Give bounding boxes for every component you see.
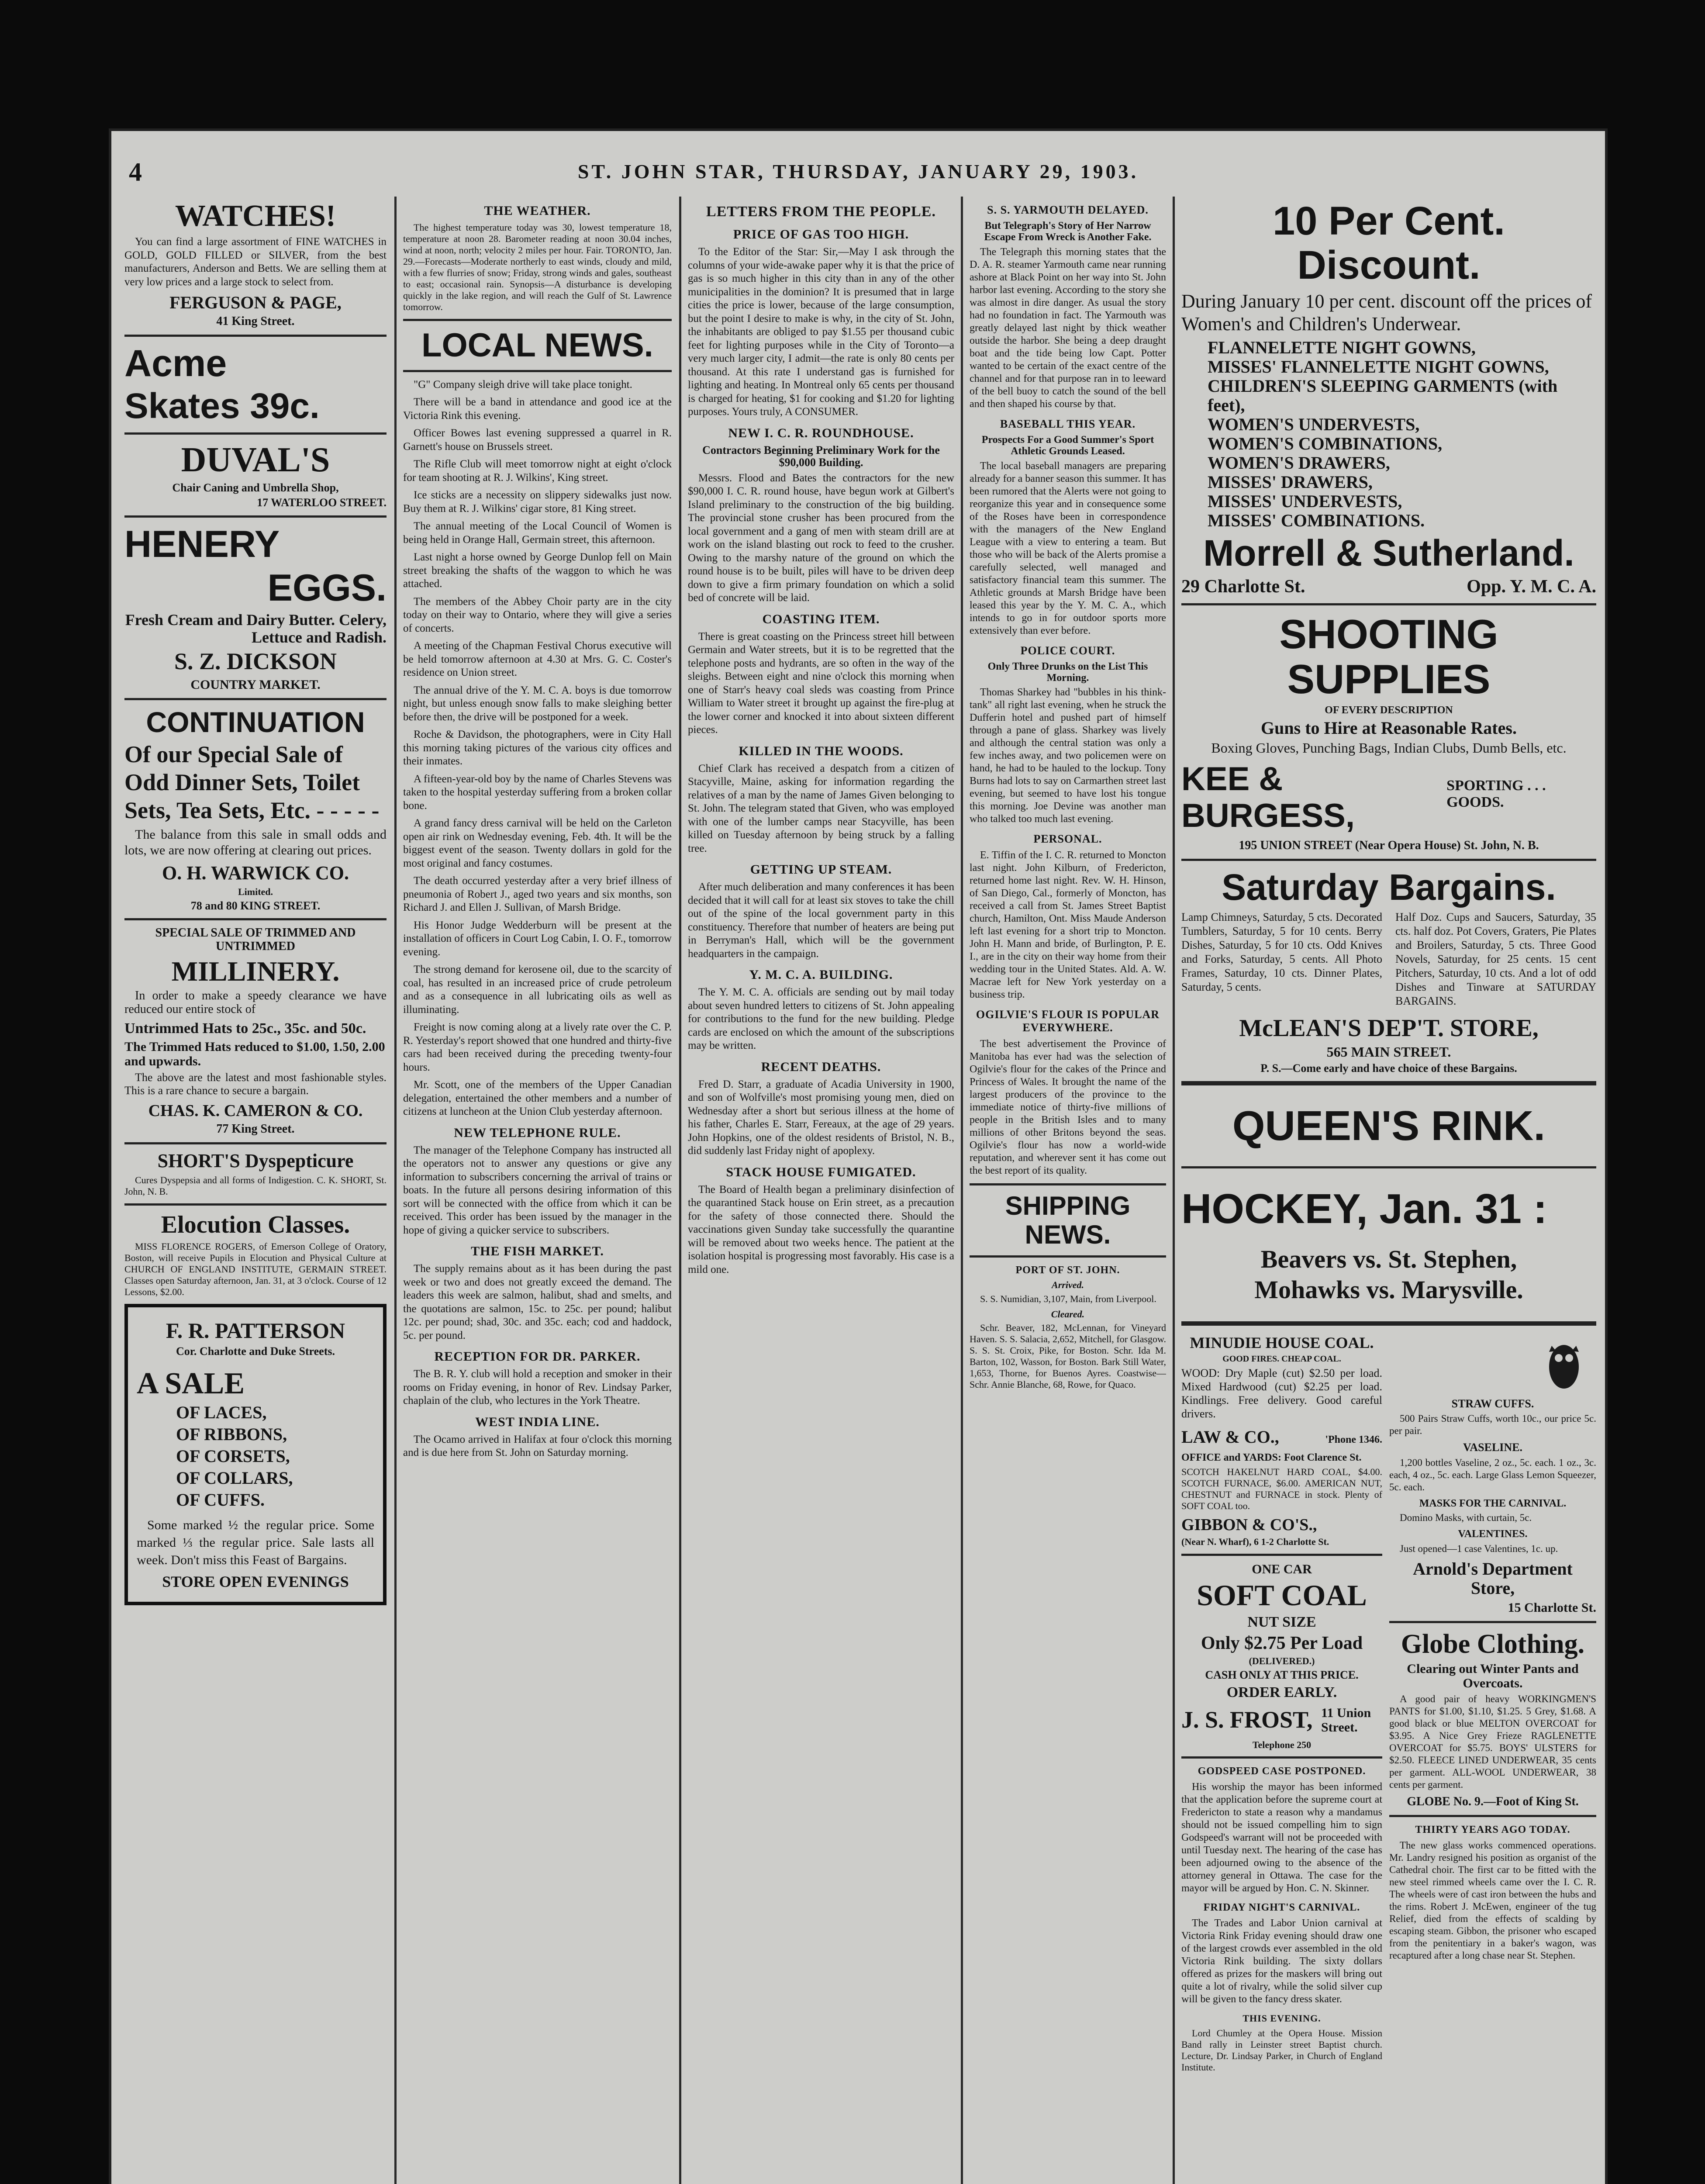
skates-price: Skates 39c.: [124, 386, 320, 426]
millinery-heading: MILLINERY.: [171, 955, 340, 987]
guns-line: Guns to Hire at Reasonable Rates.: [1261, 718, 1517, 738]
local-item: Freight is now coming along at a lively rate over the C. P. R. Yesterday's report showed that one hundred and thirty-five cars had been received during the preceding twenty-four hours.: [403, 1021, 672, 1073]
dickson-name: S. Z. DICKSON: [174, 648, 337, 675]
divider: [124, 335, 387, 337]
warwick-sub: Limited.: [238, 886, 273, 897]
baseball-heading: BASEBALL THIS YEAR.: [1000, 417, 1136, 430]
ferguson-name: FERGUSON & PAGE,: [169, 293, 342, 312]
column-rule: [1173, 197, 1175, 2184]
shipping-heading: SHIPPING NEWS.: [1005, 1191, 1131, 1250]
ogilvie-text: The best advertisement the Province of Manitoba has ever had was the selection of Ogilvie's flour for the cakes of the Prince and Princess of Wales. It brought the name of the largest producers of the province to the immediate notice of thirty-five millions of people in the British Isles and to many millions of other Britons beyond the seas. Ogilvie's flour has now a world-wide reputation, and wherever sent it has come out the best report of its quality.: [970, 1038, 1166, 1177]
port-heading: PORT OF ST. JOHN.: [1015, 1265, 1120, 1276]
column-ads-right: [1181, 197, 1596, 2184]
globe-heading: Globe Clothing.: [1401, 1629, 1585, 1659]
column-rule: [679, 197, 681, 2184]
arnold-ads: [1389, 1332, 1596, 2078]
game-2: Mohawks vs. Marysville.: [1254, 1275, 1523, 1304]
arrived-label: Arrived.: [1052, 1279, 1084, 1291]
godspeed-text: His worship the mayor has been informed that the application before the supreme court at Fredericton to state a reason why a mandamus should not be issued compelling him to sign Godspeed's warrant will not be proceeded with until Tuesday next. The hearing of the case has been adjourned owing to the absence of the attorney general in Ottawa. The case for the mayor will be argued by Hon. C. N. Skinner.: [1181, 1781, 1382, 1894]
coasting-text: There is great coasting on the Princess street hill between Germain and Water streets, but it is to be regretted that the telephone posts and hydrants, are so often in the way of the sleighs. Between eight and nine o'clock this morning when one of Starr's heavy coal sleds was coasting from Prince William to Water street it brought up against the fire-plug at the lower corner and knocked it into about sixteen different pieces.: [688, 630, 954, 736]
this-evening-heading: THIS EVENING.: [1243, 2013, 1321, 2024]
sale-item: OF CORSETS,: [176, 1446, 290, 1466]
price-line: Only $2.75 Per Load: [1201, 1633, 1363, 1653]
boxing-line: Boxing Gloves, Punching Bags, Indian Clubs, Dumb Bells, etc.: [1211, 740, 1567, 756]
divider: [124, 698, 387, 700]
underwear-item: WOMEN'S UNDERVESTS,: [1208, 415, 1420, 435]
underwear-item: MISSES' DRAWERS,: [1208, 472, 1373, 492]
stack-text: The Board of Health began a preliminary disinfection of the quarantined Stack house on Erin street, as a precaution for the safety of those connected there. Should the vaccinations given Sunday take successfully the quarantine will be removed about two weeks hence. The patient at the isolation hospital is progressing most favorably. His case is a mild one.: [688, 1183, 954, 1275]
sale-item: OF COLLARS,: [176, 1468, 293, 1488]
frost-telephone: Telephone 250: [1252, 1739, 1312, 1751]
underwear-list: [1208, 338, 1596, 530]
mclean-address: 565 MAIN STREET.: [1326, 1044, 1451, 1060]
saturday-left: Lamp Chimneys, Saturday, 5 cts. Decorated Tumblers, Saturday, 5 for 10 cents. Berry Dishes, Saturday, 5 for 10 cts. Odd Knives and Forks, Saturday, 5 cents. All Photo Frames, Saturday, 10 cts. Dinner Plates, Saturday, 5 cents.: [1181, 910, 1382, 993]
baseball-text: The local baseball managers are preparing already for a banner season this summer. It has been rumored that the Alerts were not going to reorganize this year and in consequence some of the Roses have been in correspondence with the managers of the New England League with a view to entering a team. But those who will be back of the Alerts promise a carefully selected, well managed and satisfactory financial team this summer. The Athletic grounds at Marsh Bridge have been leased this year by the Y. M. C. A., which intends to go in for outdoor sports more extensively than ever before.: [970, 460, 1166, 636]
westindia-text: The Ocamo arrived in Halifax at four o'clock this morning and is due here from St. John on Saturday morning.: [403, 1433, 672, 1459]
continuation-heading: CONTINUATION: [146, 705, 365, 738]
deaths-heading: RECENT DEATHS.: [761, 1059, 881, 1074]
local-item: The Rifle Club will meet tomorrow night at eight o'clock for team shooting at R. J. Wilkins', King street.: [403, 458, 672, 484]
patterson-address: Cor. Charlotte and Duke Streets.: [176, 1345, 335, 1358]
underwear-item: FLANNELETTE NIGHT GOWNS,: [1208, 338, 1476, 358]
kee-address: 195 UNION STREET (Near Opera House) St. John, N. B.: [1239, 839, 1539, 853]
divider: [1389, 1815, 1596, 1817]
onecar: ONE CAR: [1252, 1562, 1312, 1576]
carnival-text: The Trades and Labor Union carnival at Victoria Rink Friday evening should draw one of the largest crowds ever assembled in the old Victoria Rink building. The sixty dollars offered as prizes for the maskers will bring out quite a lot of rivalry, while the solid silver cup will be given to the fancy dress skater.: [1181, 1918, 1382, 2005]
steam-text: After much deliberation and many conferences it has been decided that it will call for at least six stoves to take the chill out of the spine of the local government party in this constituency. Therefore that number of heaters are being put in Berryman's Hall, which will be the government headquarters in the campaign.: [688, 881, 954, 960]
divider: [1181, 603, 1596, 605]
owl-icon: [1389, 1332, 1596, 1393]
police-text: Thomas Sharkey had "bubbles in his think-tank" all right last evening, when he struck the Dufferin hotel and pushed part of himself through a pane of glass. Sharkey was lively and although the central station was only a few inches away, and two policemen were on hand, he had to be hauled to the lockup. Tony Burns had lots to say on Carmarthen street last evening, but seemed to have lost his tongue this morning. Joe Devine was another man who talked too much last evening.: [970, 687, 1166, 825]
local-item: Roche & Davidson, the photographers, were in City Hall this morning taking pictures of the various city offices and their inmates.: [403, 729, 672, 767]
westindia-heading: WEST INDIA LINE.: [475, 1414, 600, 1429]
local-item: The strong demand for kerosene oil, due to the scarcity of coal, has resulted in an increased price of crude petroleum and as a consequence in all lubricating oils as well as illuminating.: [403, 964, 672, 1016]
minudie-heading: MINUDIE HOUSE COAL.: [1190, 1334, 1374, 1351]
weather-heading: THE WEATHER.: [484, 204, 591, 218]
yarmouth-text: The Telegraph this morning states that the D. A. R. steamer Yarmouth came near running ashore at Black Point on her way into St. John harbor last evening. According to the story she was almost in dire danger. As usual the story had no foundation in fact. The Yarmouth was greatly delayed last night by thick weather outside the harbor. She being a deep draught boat and the tide being low Capt. Potter wanted to be certain of the exact centre of the channel and for that purpose ran in to leeward of the bell buoy to catch the sound of the bell and then shaped his course by that.: [970, 246, 1166, 410]
cameron-address: 77 King Street.: [216, 1122, 295, 1136]
ymca-text: The Y. M. C. A. officials are sending out by mail today about seven hundred letters to citizens of St. John appealing for contributions to the fund for the new building. Pledge cards are enclosed on which the amount of the subscriptions may be written.: [688, 986, 954, 1052]
police-heading: POLICE COURT.: [1020, 644, 1115, 657]
local-item: Last night a horse owned by George Dunlop fell on Main street breaking the shafts of the waggon to which he was attached.: [403, 551, 672, 590]
saturday-lists: [1181, 910, 1596, 1013]
kee-name: KEE & BURGESS,: [1181, 760, 1355, 834]
stack-heading: STACK HOUSE FUMIGATED.: [726, 1165, 916, 1179]
cleared-text: Schr. Beaver, 182, McLennan, for Vineyard Haven. S. S. Salacia, 2,652, Mitchell, for Glasgow. S. S. St. Croix, Pike, for Boston. Schr. Ida M. Barton, 102, Wasson, for Boston. Bark Still Water, 1,653, Thorne, for Buenos Ayres. Coastwise—Schr. Annie Blanche, 68, Rowe, for Quaco.: [970, 1322, 1166, 1390]
frost-name: J. S. FROST,: [1181, 1707, 1313, 1733]
baseball-subheading: Prospects For a Good Summer's Sport Athletic Grounds Leased.: [981, 434, 1154, 457]
warwick-name: O. H. WARWICK CO.: [162, 862, 349, 884]
continuation-text: Of our Special Sale of Odd Dinner Sets, Toilet Sets, Tea Sets, Etc. - - - - -: [124, 741, 380, 824]
shorts-text: Cures Dyspepsia and all forms of Indigestion. C. K. SHORT, St. John, N. B.: [124, 1174, 387, 1197]
column-local-news: [403, 197, 672, 2184]
newspaper-page: [111, 131, 1605, 2184]
strawcuffs-heading: STRAW CUFFS.: [1451, 1397, 1534, 1410]
saturday-right: Half Doz. Cups and Saucers, Saturday, 35 cts. half doz. Pot Covers, Graters, Pie Plates and Broilers, Saturday, 5 cts. Three Good Novels, Saturday, for 25 cents. 15 cent Pitchers, Saturday, 10 cts. And a lot of odd Dishes and Tinware at SATURDAY BARGAINS.: [1395, 910, 1596, 1007]
masks-heading: MASKS FOR THE CARNIVAL.: [1419, 1497, 1567, 1509]
coal-ads: [1181, 1332, 1382, 2078]
icr-heading: NEW I. C. R. ROUNDHOUSE.: [728, 425, 914, 440]
thirty-years-heading: THIRTY YEARS AGO TODAY.: [1415, 1824, 1570, 1835]
column-ads-left: [124, 197, 387, 2184]
divider: [1389, 1621, 1596, 1623]
underwear-item: MISSES' FLANNELETTE NIGHT GOWNS,: [1208, 357, 1549, 377]
shooting-sub: OF EVERY DESCRIPTION: [1325, 704, 1453, 716]
minudie-sub: GOOD FIRES. CHEAP COAL.: [1222, 1354, 1341, 1364]
millinery-line-3: The above are the latest and most fashionable styles. This is a rare chance to secure a bargain.: [124, 1071, 387, 1097]
game-1: Beavers vs. St. Stephen,: [1260, 1245, 1517, 1274]
icr-subheading: Contractors Beginning Preliminary Work for the $90,000 Building.: [702, 443, 940, 469]
gas-heading: PRICE OF GAS TOO HIGH.: [733, 227, 909, 242]
discount-heading: 10 Per Cent. Discount.: [1273, 199, 1505, 288]
personal-heading: PERSONAL.: [1033, 833, 1102, 846]
softcoal-heading: SOFT COAL: [1197, 1578, 1367, 1612]
godspeed-heading: GODSPEED CASE POSTPONED.: [1198, 1766, 1366, 1777]
underwear-item: WOMEN'S DRAWERS,: [1208, 453, 1390, 473]
morrell-address-row: [1181, 576, 1596, 597]
saturday-heading: Saturday Bargains.: [1222, 867, 1556, 908]
killed-text: Chief Clark has received a despatch from a citizen of Stacyville, Maine, asking for information regarding the relatives of a man by the name of James Given belonging to St. John. The telegram stated that Given, who was employed with one of the lumber camps near Stacyville, has been killed on Tuesday afternoon by being struck by a falling tree.: [688, 762, 954, 854]
globe-address: GLOBE No. 9.—Foot of King St.: [1407, 1794, 1579, 1808]
cleared-label: Cleared.: [1051, 1308, 1085, 1320]
divider: [124, 515, 387, 518]
dickson-sub: COUNTRY MARKET.: [190, 677, 321, 692]
this-evening-text: Lord Chumley at the Opera House. Mission Band rally in Leinster street Baptist church. Lecture, Dr. Lindsay Parker, in Church of England Institute.: [1181, 2028, 1382, 2073]
deaths-text: Fred D. Starr, a graduate of Acadia University in 1900, and son of Wolfville's most promising young men, died on Wednesday after a short but serious illness at the home of his father, Charles E. Starr, Fereaux, at the age of 29 years. John Hopkins, one of the oldest residents of Bristol, N. B., did suddenly last Friday night of apoplexy.: [688, 1078, 954, 1157]
sale-item: OF RIBBONS,: [176, 1424, 287, 1444]
sale-item: OF CUFFS.: [176, 1489, 265, 1510]
sale-text: Some marked ½ the regular price. Some marked ⅓ the regular price. Sale lasts all week. Don't miss this Feast of Bargains.: [137, 1517, 374, 1567]
delivered: (DELIVERED.): [1249, 1655, 1315, 1666]
ferguson-address: 41 King Street.: [216, 314, 295, 328]
divider: [403, 319, 672, 321]
millinery-line-2: The Trimmed Hats reduced to $1.00, 1.50, 2.00 and upwards.: [124, 1039, 385, 1068]
local-news-heading: LOCAL NEWS.: [421, 327, 653, 364]
fish-text: The supply remains about as it has been during the past week or two and does not greatly exceed the demand. The leaders this week are salmon, halibut, shad and smelts, and the quotations are salmon, 15c. to 25c. per pound; halibut 12c. per pound; shad, 30c. and 35c. each; cod and haddock, 5c. per pound.: [403, 1263, 672, 1341]
telephone-heading: NEW TELEPHONE RULE.: [454, 1125, 621, 1140]
column-news-right: [970, 197, 1166, 2184]
dateline: ST. JOHN STAR, THURSDAY, JANUARY 29, 1903.: [577, 160, 1139, 183]
underwear-item: MISSES' COMBINATIONS.: [1208, 511, 1425, 531]
underwear-item: MISSES' UNDERVESTS,: [1208, 491, 1402, 511]
globe-sub: Clearing out Winter Pants and Overcoats.: [1407, 1661, 1579, 1690]
shorts-heading: SHORT'S Dyspepticure: [157, 1150, 354, 1172]
store-open: STORE OPEN EVENINGS: [162, 1572, 349, 1590]
local-item: The members of the Abbey Choir party are in the city today on their way to Ontario, where they will give a series of concerts.: [403, 595, 672, 634]
warwick-address: 78 and 80 KING STREET.: [190, 899, 321, 912]
henery-heading: HENERY: [124, 523, 280, 565]
acme-heading: Acme: [124, 342, 227, 384]
divider: [124, 1203, 387, 1206]
yarmouth-subheading: But Telegraph's Story of Her Narrow Escape From Wreck is Another Fake.: [984, 220, 1152, 243]
divider: [124, 1142, 387, 1144]
duval-text: Chair Caning and Umbrella Shop,: [172, 481, 339, 494]
parker-text: The B. R. Y. club will hold a reception and smoker in their rooms on Friday evening, in honor of Rev. Lindsay Parker, chaplain of the club, who lectures in the York Theatre.: [403, 1368, 672, 1407]
divider: [1181, 1166, 1596, 1168]
police-subheading: Only Three Drunks on the List This Morning.: [987, 660, 1148, 684]
divider: [1181, 1321, 1596, 1326]
local-item: "G" Company sleigh drive will take place tonight.: [414, 378, 632, 390]
local-item: The annual drive of the Y. M. C. A. boys is due tomorrow night, but unless enough snow falls to make sleighing better before then, the drive will be postponed for a week.: [403, 684, 672, 723]
parker-heading: RECEPTION FOR DR. PARKER.: [434, 1349, 641, 1364]
morrell-address: 29 Charlotte St.: [1181, 576, 1305, 597]
law-office: OFFICE and YARDS: Foot Clarence St.: [1181, 1452, 1362, 1464]
weather-text: The highest temperature today was 30, lowest temperature 18, temperature at noon 28. Barometer reading at noon 30.04 inches, wind at noon, north; velocity 2 miles per hour. Fair. TORONTO, Jan. 29.—Forecasts—Moderate northerly to east winds, cloudy and mild, with a few flurries of snow; Friday, strong winds and gales, southeast to east; occasional rain. Synopsis—A disturbance is developing quickly in the lake region, and will reach the Gulf of St. Lawrence tomorrow.: [403, 222, 672, 312]
hockey-heading: HOCKEY, Jan. 31 :: [1181, 1185, 1547, 1233]
continuation-more: The balance from this sale in small odds and lots, we are now offering at clearing out prices.: [124, 827, 387, 858]
masks-text: Domino Masks, with curtain, 5c.: [1400, 1512, 1532, 1524]
local-item: Mr. Scott, one of the members of the Upper Canadian delegation, entertained the other members and a number of citizens at luncheon at the Union Club yesterday afternoon.: [403, 1079, 672, 1118]
page-number: 4: [129, 158, 142, 187]
scotch-text: SCOTCH HAKELNUT HARD COAL, $4.00. SCOTCH FURNACE, $6.00. AMERICAN NUT, CHESTNUT and FURNACE in stock. Plenty of SOFT COAL too.: [1181, 1466, 1382, 1511]
arrived-text: S. S. Numidian, 3,107, Main, from Liverpool.: [980, 1293, 1156, 1304]
law-name: LAW & CO.,: [1181, 1427, 1279, 1447]
column-rule: [394, 197, 397, 2184]
valentines-text: Just opened—1 case Valentines, 1c. up.: [1400, 1543, 1558, 1554]
valentines-heading: VALENTINES.: [1458, 1528, 1528, 1540]
steam-heading: GETTING UP STEAM.: [750, 862, 892, 877]
wood-text: WOOD: Dry Maple (cut) $2.50 per load. Mixed Hardwood (cut) $2.25 per load. Kindlings. Free delivery. Good careful drivers.: [1181, 1367, 1382, 1420]
icr-text: Messrs. Flood and Bates the contractors for the new $90,000 I. C. R. round house, have begun work at Gilbert's Island preliminary to the construction of the big building. The provincial stone crusher has been procured from the local government and a gang of men with steam drill are at work on the island blasting out rock to feed to the crusher. Owing to the marshy nature of the ground on which the round house is to be built, piles will have to be driven deep down to give a firm primary foundation on which a solid bed of concrete will be laid.: [688, 472, 954, 604]
column-rule: [961, 197, 963, 2184]
local-item: There will be a band in attendance and good ice at the Victoria Rink this evening.: [403, 396, 672, 422]
mclean-ps: P. S.—Come early and have choice of these Bargains.: [1260, 1062, 1517, 1075]
discount-text: During January 10 per cent. discount off the prices of Women's and Children's Underwear.: [1181, 290, 1592, 335]
coasting-heading: COASTING ITEM.: [762, 612, 880, 626]
order-early: ORDER EARLY.: [1226, 1684, 1337, 1700]
column-letters: [688, 197, 954, 2184]
arnold-name: Arnold's Department Store,: [1413, 1559, 1573, 1598]
ymca-heading: Y. M. C. A. BUILDING.: [749, 968, 893, 982]
sale-item: OF LACES,: [176, 1402, 267, 1422]
local-item: A fifteen-year-old boy by the name of Charles Stevens was taken to the hospital yesterday suffering from a broken collar bone.: [403, 773, 672, 812]
local-item: A meeting of the Chapman Festival Chorus executive will be held tomorrow afternoon at 4.30 at Mrs. G. C. Coster's residence on Union street.: [403, 640, 672, 679]
lower-ads: [1181, 1332, 1596, 2078]
divider: [124, 432, 387, 435]
kee-goods: SPORTING . . . GOODS.: [1446, 778, 1546, 810]
local-item: The death occurred yesterday after a very brief illness of pneumonia of Robert J., aged two years and six months, son Richard J. and Ellen J. Sullivan, of Marsh Bridge.: [403, 875, 672, 914]
divider: [970, 1183, 1166, 1185]
divider: [1181, 859, 1596, 861]
millinery-pre: SPECIAL SALE OF TRIMMED AND UNTRIMMED: [155, 926, 356, 954]
duval-heading: DUVAL'S: [181, 440, 330, 479]
shooting-heading: SHOOTING SUPPLIES: [1279, 611, 1498, 702]
local-item: His Honor Judge Wedderburn will be present at the installation of officers in Court Log Cabin, I. O. F., tomorrow evening.: [403, 919, 672, 958]
watches-text: You can find a large assortment of FINE WATCHES in GOLD, GOLD FILLED or SILVER, from the best manufacturers, Anderson and Betts. We are selling them at very low prices and a large stock to select from.: [124, 236, 387, 288]
patterson-ad: [124, 1304, 387, 1605]
underwear-item: CHILDREN'S SLEEPING GARMENTS (with feet),: [1208, 376, 1558, 415]
kee-row: [1181, 758, 1596, 836]
ogilvie-heading: OGILVIE'S FLOUR IS POPULAR EVERYWHERE.: [976, 1008, 1160, 1034]
letters-heading: LETTERS FROM THE PEOPLE.: [706, 204, 936, 220]
strawcuffs-text: 500 Pairs Straw Cuffs, worth 10c., our price 5c. per pair.: [1389, 1413, 1596, 1437]
thirty-years-text: The new glass works commenced operations. Mr. Landry resigned his position as organist of the Cathedral choir. The first car to be fitted with the new steel rimmed wheels came over the I. C. R. The wheels were of cast iron between the hubs and the rims. Robert J. McEwen, engineer of the tug Relief, died from the effects of scalding by escaping steam. Gibbon, the prisoner who escaped from the penitentiary in a baker's wagon, was recaptured after a long chase near St. Stephen.: [1389, 1839, 1596, 1961]
killed-heading: KILLED IN THE WOODS.: [739, 743, 904, 758]
globe-text: A good pair of heavy WORKINGMEN'S PANTS for $1.00, $1.10, $1.25. 5 Grey, $1.68. A good black or blue MELTON OVERCOAT for $3.95. A Nice Grey Frieze RAGLENETTE OVERCOAT for $5.75. BOYS' ULSTERS for $2.50. FLEECE LINED UNDERWEAR, 35 cents per garment. ALL-WOOL UNDERWEAR, 38 cents per garment.: [1389, 1693, 1596, 1790]
divider: [1181, 1554, 1382, 1556]
patterson-name: F. R. PATTERSON: [166, 1318, 345, 1343]
local-item: Officer Bowes last evening suppressed a quarrel in R. Garnett's house on Brussels street.: [403, 427, 672, 453]
yarmouth-heading: S. S. YARMOUTH DELAYED.: [987, 204, 1149, 216]
millinery-text: In order to make a speedy clearance we have reduced our entire stock of: [124, 989, 387, 1016]
personal-text: E. Tiffin of the I. C. R. returned to Moncton last night. John Kilburn, of Fredericton, returned home last night. Rev. W. H. Hinson, of San Diego, Cal., formerly of Moncton, has received a call from St. James Street Baptist church, Hamilton, Ont. Miss Maude Anderson left last evening for a short trip to Moncton. John H. Mann and bride, of Burlington, P. E. I., are in the city on their way home from their wedding tour in the United States. Ald. A. W. Macrae left for New York yesterday on a business trip.: [970, 850, 1166, 1001]
law-row: [1181, 1425, 1382, 1449]
telephone-text: The manager of the Telephone Company has instructed all the operators not to answer any questions or give any information to subscribers concerning the arrival of trains or boats. In the future all persons desiring information of this sort will be connected with the office from which it can be received. This order has been issued by the manager in the hope of giving a quicker service to subscribers.: [403, 1144, 672, 1236]
local-item: A grand fancy dress carnival will be held on the Carleton open air rink on Wednesday evening, Feb. 4th. It will be the biggest event of the season. Twenty dollars in gold for the most original and fancy costumes.: [403, 817, 672, 869]
law-phone: 'Phone 1346.: [1325, 1434, 1382, 1446]
fish-heading: THE FISH MARKET.: [471, 1244, 604, 1259]
divider: [1181, 1081, 1596, 1085]
local-item: The annual meeting of the Local Council of Women is being held in Orange Hall, Germain street, this afternoon.: [403, 520, 672, 546]
elocution-heading: Elocution Classes.: [161, 1211, 350, 1238]
divider: [970, 1255, 1166, 1258]
millinery-line-1: Untrimmed Hats to 25c., 35c. and 50c.: [124, 1020, 366, 1037]
eggs-heading: EGGS.: [267, 567, 387, 609]
frost-address: 11 Union Street.: [1321, 1706, 1371, 1735]
masthead: [111, 157, 1605, 197]
duval-address: 17 WATERLOO STREET.: [257, 496, 387, 509]
cash-only: CASH ONLY AT THIS PRICE.: [1205, 1669, 1359, 1682]
cameron-name: CHAS. K. CAMERON & CO.: [148, 1101, 363, 1120]
underwear-item: WOMEN'S COMBINATIONS,: [1208, 434, 1443, 454]
divider: [124, 918, 387, 920]
gibbon-name: GIBBON & CO'S.,: [1181, 1515, 1317, 1534]
frost-row: [1181, 1703, 1382, 1737]
divider: [1181, 1756, 1382, 1759]
carnival-heading: FRIDAY NIGHT'S CARNIVAL.: [1203, 1902, 1360, 1914]
sale-heading: A SALE: [137, 1366, 245, 1400]
gibbon-address: (Near N. Wharf), 6 1-2 Charlotte St.: [1181, 1536, 1329, 1548]
gas-text: To the Editor of the Star: Sir,—May I ask through the columns of your wide-awake paper why it is that the price of gas is so much higher in this city than in any of the other municipalities in the dominion? It is presumed that in large cities the price is lower, because of the large consumption, but the point I desire to make is why, in the city of St. John, the inhabitants are obliged to pay $1.55 per thousand cubic feet for lighting purposes while in the City of Toronto—a very much larger city, I admit—the rate is only 80 cents per thousand. At this rate I understand gas is furnished for lighting and heating. In Montreal only 65 cents per thousand is charged for heating, $1 for cooking and $1.20 for lighting purposes. Yours truly, A CONSUMER.: [688, 246, 954, 418]
nutsize: NUT SIZE: [1247, 1614, 1316, 1631]
eggs-text: Fresh Cream and Dairy Butter. Celery, Lettuce and Radish.: [125, 611, 387, 646]
morrell-opposite: Opp. Y. M. C. A.: [1467, 576, 1596, 597]
watches-heading: WATCHES!: [175, 199, 336, 233]
mclean-name: McLEAN'S DEP'T. STORE,: [1239, 1014, 1539, 1042]
local-item: Ice sticks are a necessity on slippery sidewalks just now. Buy them at R. J. Wilkins' cigar store, 81 King street.: [403, 489, 672, 515]
rink-heading: QUEEN'S RINK.: [1232, 1102, 1546, 1149]
vaseline-text: 1,200 bottles Vaseline, 2 oz., 5c. each. 1 oz., 3c. each, 4 oz., 5c. each. Large Glass Lemon Squeezer, 5c. each.: [1389, 1457, 1596, 1493]
divider: [403, 370, 672, 372]
elocution-text: MISS FLORENCE ROGERS, of Emerson College of Oratory, Boston, will receive Pupils in Elocution and Physical Culture at CHURCH OF ENGLAND INSTITUTE, GERMAIN STREET. Classes open Saturday afternoon, Jan. 31, at 3 o'clock. Course of 12 Lessons, $2.00.: [124, 1241, 387, 1298]
morrell-name: Morrell & Sutherland.: [1203, 532, 1574, 574]
vaseline-heading: VASELINE.: [1463, 1441, 1523, 1454]
arnold-address: 15 Charlotte St.: [1508, 1600, 1596, 1615]
